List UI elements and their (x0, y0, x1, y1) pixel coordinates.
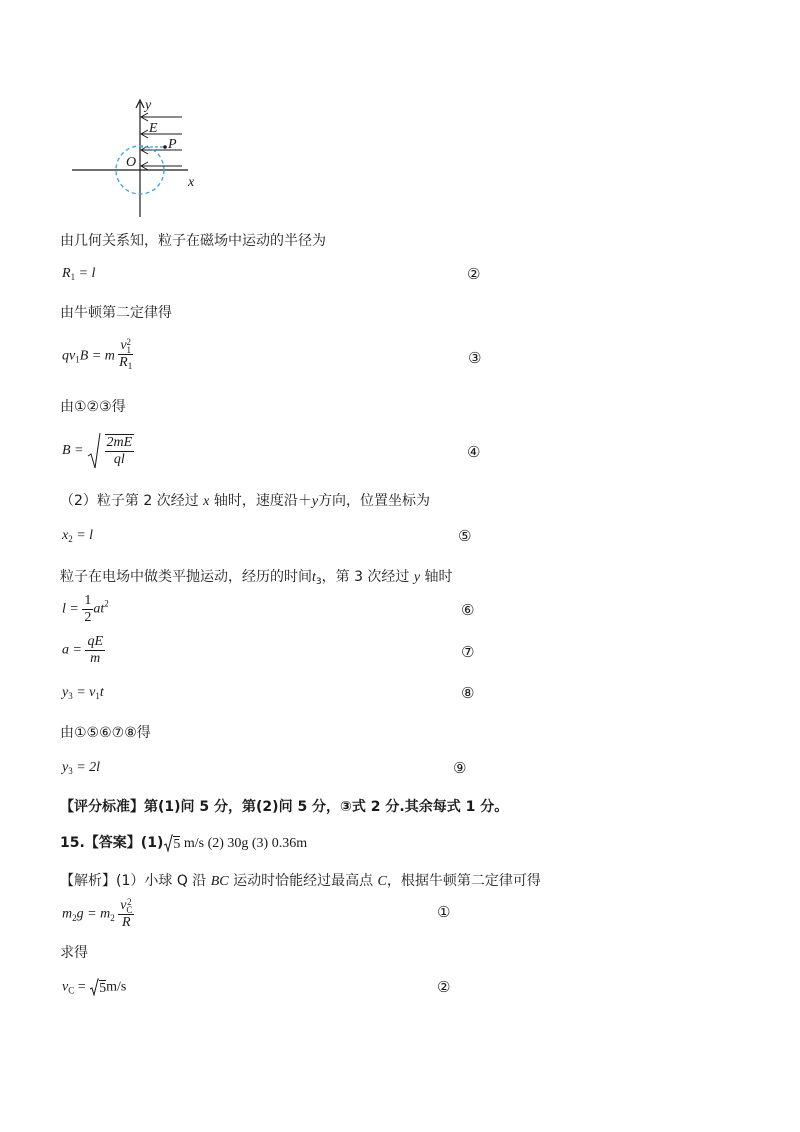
frac-den: 2 (84, 610, 92, 625)
text-seg: ，第 3 次经过 (321, 569, 414, 585)
vc-sqrt (89, 978, 106, 997)
sqrt-value: 5 (173, 836, 181, 852)
equation-marker-9: ⑨ (453, 759, 467, 777)
eq-fraction (118, 338, 133, 374)
text-var: y (311, 494, 319, 509)
text-line-projectile (60, 566, 453, 587)
frac-num: 2mE (106, 435, 133, 450)
equation-x2 (62, 528, 93, 544)
answer-rest: m/s (2) 30g (3) 0.36m (180, 836, 308, 851)
frac-den: ql (113, 452, 125, 467)
sqrt-sign (89, 978, 99, 996)
text-line-part2 (60, 490, 430, 510)
eq-lhs: a = (62, 642, 86, 658)
answer-sqrt (163, 834, 180, 853)
eq-subscript: 1 (70, 272, 76, 282)
axis-x-label: x (188, 175, 195, 190)
analysis-line (60, 870, 541, 890)
frac-sub: C (126, 905, 133, 915)
text-seg: 方向，位置坐标为 (318, 493, 431, 509)
eq-lhs: qv (62, 348, 76, 364)
eq-subscript: 3 (68, 691, 73, 701)
text-seg: 【解析】(1）小球 Q 沿 (60, 873, 211, 889)
text-line-radius: 由几何关系知，粒子在磁场中运动的半径为 (60, 233, 326, 249)
equation-displacement (62, 593, 109, 626)
equation-marker-8: ⑧ (461, 684, 475, 702)
sqrt-value: 5 (99, 981, 107, 996)
eq-lhs-b: B = m (79, 348, 115, 364)
eq-symbol: m (62, 906, 73, 922)
frac-den: R (119, 355, 128, 371)
text-var: x (203, 494, 210, 509)
eq-symbol: v (62, 979, 69, 995)
frac-sup: 2 (127, 897, 132, 907)
equation-marker-4: ④ (467, 443, 481, 461)
eq-rhs: = l (72, 528, 94, 543)
answer-prefix: 15.【答案】(1) (60, 835, 164, 851)
eq-rhs: = 2l (72, 760, 101, 775)
equation-marker-6: ⑥ (461, 601, 475, 619)
eq-rhs: = l (75, 266, 96, 281)
eq-subscript: 3 (68, 766, 73, 776)
eq-subscript: 2 (110, 912, 115, 923)
frac-num: v (120, 898, 127, 914)
text-line-combine-2: 由①⑤⑥⑦⑧得 (60, 725, 151, 741)
eq-mid: = v (72, 685, 96, 700)
equation-marker-1: ① (437, 903, 451, 921)
point-p (163, 145, 167, 149)
text-seg: 轴时，速度沿＋ (209, 493, 312, 509)
sqrt-sign (163, 834, 173, 852)
field-diagram (60, 92, 210, 222)
origin-label: O (126, 155, 137, 170)
eq-subscript: 2 (72, 912, 77, 923)
equation-y3-velocity (62, 685, 104, 701)
text-var: t (312, 570, 316, 585)
equation-top-point (62, 898, 134, 931)
eq-symbol: x (62, 528, 69, 543)
eq-rhs: t (99, 685, 104, 700)
eq-rhs: at (93, 601, 105, 617)
frac-den: R (122, 915, 131, 931)
equation-radius (62, 266, 95, 282)
text-var: C (377, 874, 387, 889)
equation-vc (62, 978, 126, 997)
equation-marker-7: ⑦ (461, 643, 475, 661)
eq-sup: 2 (104, 598, 109, 609)
text-seg: 轴时 (420, 569, 453, 585)
equation-b-field (62, 432, 134, 470)
equation-y3-result (62, 760, 100, 776)
axis-y-label: y (145, 98, 152, 113)
eq-fraction (82, 593, 93, 626)
eq-equals: = (74, 979, 90, 995)
eq-subscript: 1 (95, 691, 100, 701)
text-var: BC (210, 874, 229, 889)
frac-den-sub: 1 (127, 361, 133, 372)
frac-num: qE (87, 634, 104, 649)
frac-num: 1 (84, 593, 92, 608)
equation-lorentz (62, 338, 133, 374)
sqrt-sign (87, 432, 101, 470)
eq-lhs: l = (62, 601, 83, 617)
equation-marker-5: ⑤ (458, 527, 472, 545)
eq-symbol: y (62, 760, 69, 775)
eq-unit: m/s (106, 979, 127, 995)
point-p-label: P (168, 137, 177, 152)
eq-mid: g = m (76, 906, 111, 922)
eq-fraction (85, 634, 105, 667)
eq-symbol: R (62, 266, 71, 281)
scoring-criteria: 【评分标准】第(1)问 5 分，第(2)问 5 分，③式 2 分.其余每式 1 分。 (60, 799, 509, 815)
field-e-label: E (149, 121, 158, 136)
eq-subscript: 2 (68, 534, 73, 544)
eq-fraction (118, 898, 134, 931)
text-seg: ，根据牛顿第二定律可得 (386, 873, 541, 889)
text-line-solve: 求得 (60, 945, 88, 961)
frac-den: m (90, 651, 101, 666)
equation-marker-2: ② (467, 265, 481, 283)
eq-symbol: y (62, 685, 69, 700)
frac-sub: 1 (126, 345, 132, 355)
text-seg: 运动时恰能经过最高点 (228, 873, 378, 889)
text-line-combine-1: 由①②③得 (60, 399, 126, 415)
equation-marker-2b: ② (437, 978, 451, 996)
text-seg: （2）粒子第 2 次经过 (60, 493, 204, 509)
frac-sup: 2 (126, 337, 132, 347)
eq-lhs: B = (62, 443, 87, 458)
equation-marker-3: ③ (468, 349, 482, 367)
text-seg: 粒子在电场中做类平抛运动，经历的时间 (60, 569, 312, 585)
text-var: y (413, 570, 421, 585)
sqrt-expression (87, 432, 134, 470)
eq-subscript: C (68, 985, 75, 996)
frac-num: v (120, 338, 127, 354)
text-sub: 3 (315, 577, 322, 587)
equation-acceleration (62, 634, 105, 667)
sqrt-fraction (105, 434, 135, 468)
text-line-newton: 由牛顿第二定律得 (60, 305, 172, 321)
answer-15 (60, 832, 307, 853)
eq-subscript: 1 (75, 354, 80, 365)
